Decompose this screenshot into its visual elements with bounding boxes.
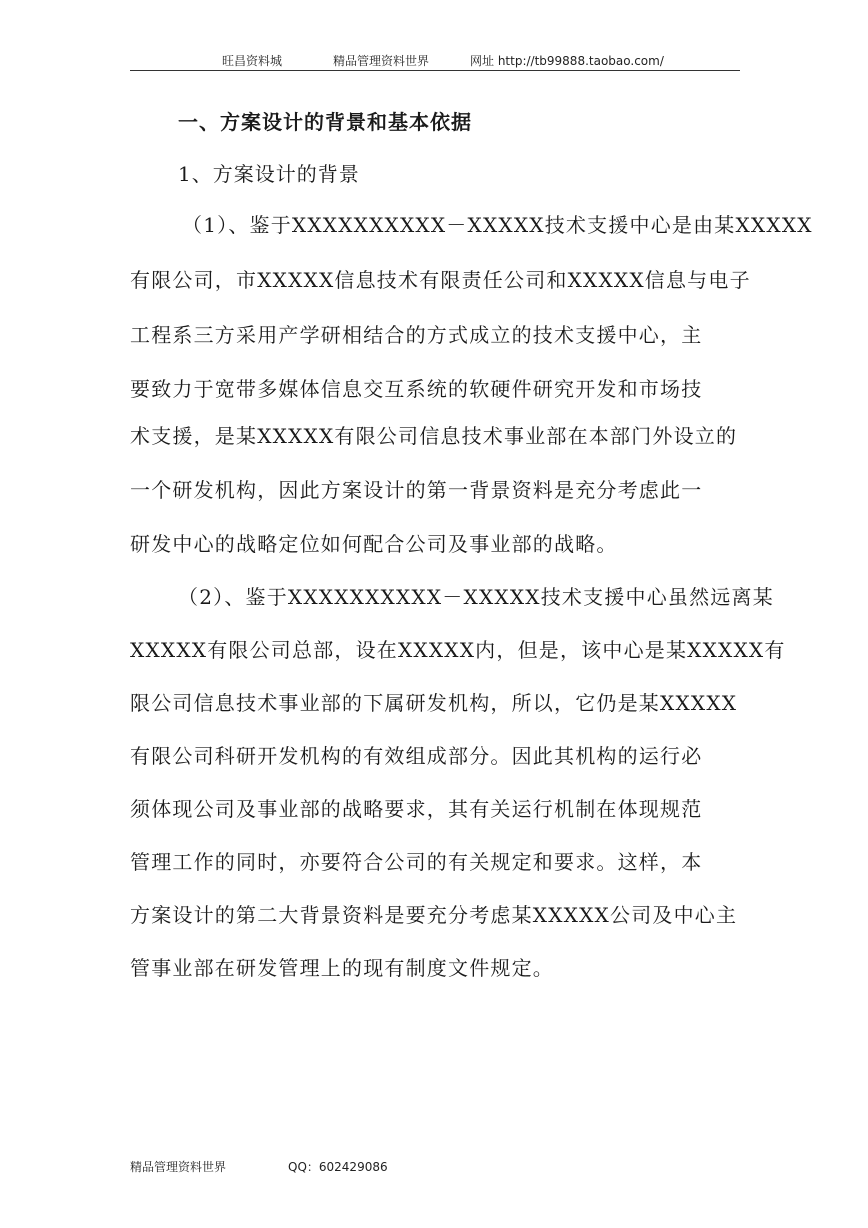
paragraph-line: 工程系三方采用产学研相结合的方式成立的技术支援中心，主	[130, 323, 703, 347]
paragraph-line: 须体现公司及事业部的战略要求，其有关运行机制在体现规范	[130, 797, 703, 821]
header-site-name: 精品管理资料世界	[333, 54, 430, 68]
paragraph-line: 有限公司科研开发机构的有效组成部分。因此其机构的运行必	[130, 744, 703, 768]
page-header	[130, 52, 740, 70]
subsection-title: 1、方案设计的背景	[178, 162, 360, 186]
header-shop-name: 旺昌资料城	[222, 54, 283, 68]
footer-qq: QQ：602429086	[288, 1160, 388, 1174]
section-title: 一、方案设计的背景和基本依据	[178, 110, 472, 134]
paragraph-line: 有限公司，市XXXXX信息技术有限责任公司和XXXXX信息与电子	[130, 268, 751, 292]
paragraph-line: 要致力于宽带多媒体信息交互系统的软硬件研究开发和市场技	[130, 377, 703, 401]
paragraph-line: （2）、鉴于XXXXXXXXXX－XXXXX技术支援中心虽然远离某	[178, 585, 774, 609]
paragraph-line: （1）、鉴于XXXXXXXXXX－XXXXX技术支援中心是由某XXXXX	[182, 213, 813, 237]
paragraph-line: 研发中心的战略定位如何配合公司及事业部的战略。	[130, 532, 618, 556]
paragraph-line: 管事业部在研发管理上的现有制度文件规定。	[130, 956, 554, 980]
paragraph-line: 限公司信息技术事业部的下属研发机构，所以，它仍是某XXXXX	[130, 691, 738, 715]
footer-site-name: 精品管理资料世界	[130, 1160, 227, 1174]
paragraph-line: 术支援，是某XXXXX有限公司信息技术事业部在本部门外设立的	[130, 424, 738, 448]
paragraph-line: XXXXX有限公司总部，设在XXXXX内，但是，该中心是某XXXXX有	[130, 638, 786, 662]
page-footer	[130, 1158, 388, 1175]
header-url: 网址 http://tb99888.taobao.com/	[470, 54, 664, 68]
paragraph-line: 管理工作的同时，亦要符合公司的有关规定和要求。这样，本	[130, 850, 703, 874]
paragraph-line: 方案设计的第二大背景资料是要充分考虑某XXXXX公司及中心主	[130, 903, 738, 927]
header-divider	[130, 70, 740, 71]
paragraph-line: 一个研发机构，因此方案设计的第一背景资料是充分考虑此一	[130, 478, 703, 502]
